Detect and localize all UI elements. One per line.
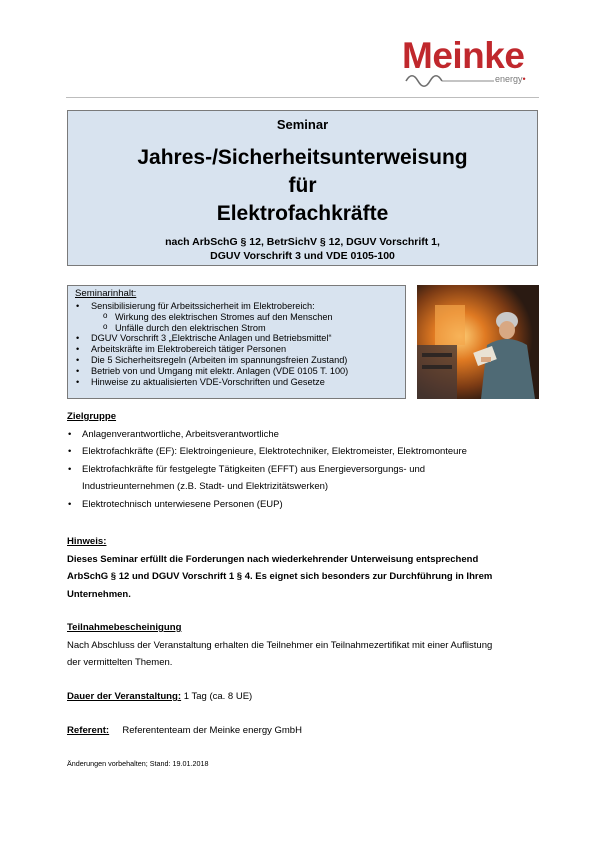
footer-note: Änderungen vorbehalten; Stand: 19.01.2018 xyxy=(67,759,209,768)
zielgruppe-heading: Zielgruppe xyxy=(67,411,117,422)
teilnahme-line: Nach Abschluss der Veranstaltung erhalten die Teilnehmer ein Teilnahmezertifikat mit einer Auflistung xyxy=(67,639,493,651)
meinke-logo xyxy=(400,32,550,92)
referent-value: Referententeam der Meinke energy GmbH xyxy=(122,725,302,736)
title-line: Jahres-/Sicherheitsunterweisung xyxy=(137,146,468,169)
hinweis-line: Dieses Seminar erfüllt die Forderungen nach wiederkehrender Unterweisung entsprechend xyxy=(67,553,479,565)
teilnahme-heading: Teilnahmebescheinigung xyxy=(67,622,182,633)
seminar-content-box xyxy=(67,285,406,399)
content-list xyxy=(75,301,401,387)
seminar-title xyxy=(68,144,537,228)
content-item: • Sensibilisierung für Arbeitssicherheit im Elektrobereich: xyxy=(75,301,401,312)
zielgruppe-list xyxy=(67,426,547,514)
industrial-worker-photo xyxy=(417,285,539,399)
logo-wave-icon xyxy=(404,72,496,88)
header-divider xyxy=(66,97,539,98)
zielgruppe-section xyxy=(67,408,547,514)
hinweis-line: Unternehmen. xyxy=(67,588,131,600)
content-item: • Die 5 Sicherheitsregeln (Arbeiten im spannungsfreien Zustand) xyxy=(75,355,401,366)
logo-subtext: energy• xyxy=(495,74,526,84)
content-subitem: o Unfälle durch den elektrischen Strom xyxy=(75,323,401,334)
zielgruppe-item: • Elektrotechnisch unterwiesene Personen (EUP) xyxy=(67,496,547,514)
seminar-legal-basis xyxy=(68,235,537,263)
dauer-value: 1 Tag (ca. 8 UE) xyxy=(183,691,253,702)
content-item: • Hinweise zu aktualisierten VDE-Vorschriften und Gesetze xyxy=(75,377,401,388)
content-item: • Arbeitskräfte im Elektrobereich tätiger Personen xyxy=(75,344,401,355)
zielgruppe-item: • Elektrofachkräfte (EF): Elektroingenieure, Elektrotechniker, Elektromeister, Elektromonteure xyxy=(67,443,547,461)
title-box xyxy=(67,110,538,266)
subtitle-line: nach ArbSchG § 12, BetrSichV § 12, DGUV Vorschrift 1, xyxy=(165,236,440,248)
hinweis-section xyxy=(67,533,547,603)
content-heading: Seminarinhalt: xyxy=(75,288,137,299)
hinweis-line: ArbSchG § 12 und DGUV Vorschrift 1 § 4. Es eignet sich besonders zur Durchführung in Ihrem xyxy=(67,571,493,583)
dauer-section xyxy=(67,688,547,706)
title-line: für xyxy=(288,174,317,197)
referent-label: Referent: xyxy=(67,725,110,736)
seminar-label: Seminar xyxy=(276,117,329,132)
teilnahme-section xyxy=(67,619,547,672)
zielgruppe-item: • Anlagenverantwortliche, Arbeitsverantwortliche xyxy=(67,426,547,444)
content-item: • DGUV Vorschrift 3 „Elektrische Anlagen und Betriebsmittel“ xyxy=(75,333,401,344)
content-subitem: o Wirkung des elektrischen Stromes auf den Menschen xyxy=(75,312,401,323)
title-line: Elektrofachkräfte xyxy=(216,202,389,225)
referent-section xyxy=(67,722,547,740)
content-item: • Betrieb von und Umgang mit elektr. Anlagen (VDE 0105 T. 100) xyxy=(75,366,401,377)
subtitle-line: DGUV Vorschrift 3 und VDE 0105-100 xyxy=(210,250,395,262)
hinweis-heading: Hinweis: xyxy=(67,536,107,547)
zielgruppe-item: • Elektrofachkräfte für festgelegte Tätigkeiten (EFFT) aus Energieversorgungs- und Industrieunternehmen (z.B. Stadt- und Elektrizitätswerken) xyxy=(67,461,547,496)
logo-wordmark: Meinke xyxy=(402,35,525,76)
dauer-label: Dauer der Veranstaltung: xyxy=(67,691,182,702)
teilnahme-line: der vermittelten Themen. xyxy=(67,657,173,669)
